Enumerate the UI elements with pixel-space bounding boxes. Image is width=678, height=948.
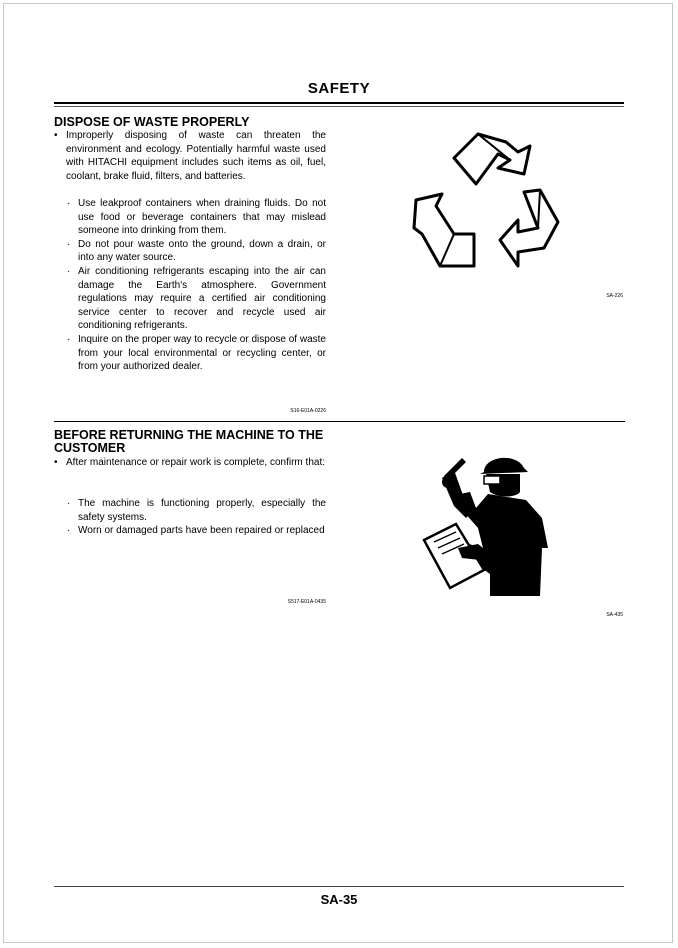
list-item: · Use leakproof containers when draining fluids. Do not use food or beverage containers that may mislead someone into drinking from them.: [67, 198, 326, 237]
list-item: · The machine is functioning properly, especially the safety systems.: [67, 498, 326, 523]
section1-bullet: [54, 129, 326, 183]
section2-text-code: S517-E01A-0435: [287, 599, 326, 605]
section1-bullet-text: Improperly disposing of waste can threaten the environment and ecology. Potentially harmful waste used with HITACHI equipment includes such items as oil, fuel, coolant, brake fluid, filters, and batteries.: [66, 130, 326, 182]
page-header-title: SAFETY: [307, 80, 371, 97]
list-item: · Do not pour waste onto the ground, down a drain, or into any water source.: [67, 238, 326, 264]
bullet-dot: •: [54, 130, 58, 141]
section2-sub-list: [67, 497, 326, 538]
list-item: · Inquire on the proper way to recycle or dispose of waste from your local environmental or recycling center, or from your authorized dealer.: [67, 333, 326, 373]
section1-figure-code: SA-226: [606, 293, 623, 299]
section-title-dispose-waste: DISPOSE OF WASTE PROPERLY: [54, 115, 250, 129]
list-item: · Worn or damaged parts have been repaired or replaced: [67, 525, 325, 537]
bullet-dot: •: [54, 457, 58, 468]
section1-text-code: S16-E01A-0226: [290, 408, 326, 414]
recycle-icon: [406, 128, 566, 288]
section-separator: [54, 421, 625, 422]
worker-checklist-icon: [418, 448, 558, 598]
header-rule-thick: [54, 102, 624, 104]
section2-bullet: [54, 456, 326, 470]
section2-bullet-text: After maintenance or repair work is complete, confirm that:: [66, 457, 325, 468]
page-number: SA-35: [320, 892, 358, 907]
footer-rule: [54, 886, 624, 887]
list-item: · Air conditioning refrigerants escaping into the air can damage the Earth's atmosphere. Government regulations may require a certified air conditioning service center to recover and recycle used air conditioning refrigerants.: [67, 265, 326, 332]
section2-figure-code: SA-435: [606, 612, 623, 618]
section1-sub-list: [67, 197, 326, 374]
header-rule-thin: [54, 106, 624, 107]
section-title-before-returning: BEFORE RETURNING THE MACHINE TO THE CUSTOMER: [54, 428, 324, 455]
